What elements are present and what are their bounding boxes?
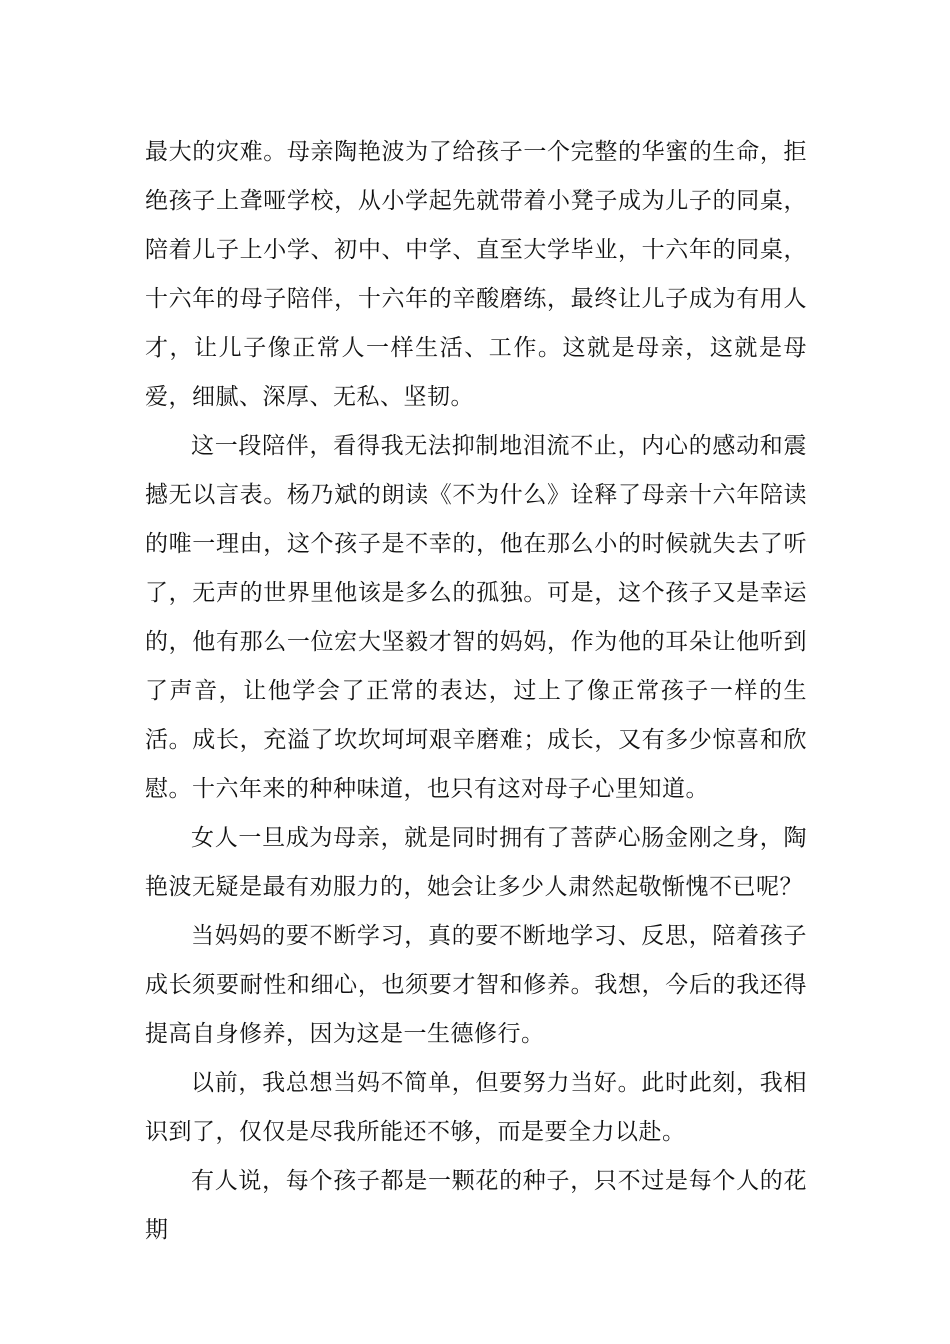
paragraph-continued: 最大的灾难。母亲陶艳波为了给孩子一个完整的华蜜的生命，拒绝孩子上聋哑学校，从小学起先就带着小凳子成为儿子的同桌，陪着儿子上小学、初中、中学、直至大学毕业，十六年的同桌，十六年的母子陪伴，十六年的辛酸磨练，最终让儿子成为有用人才，让儿子像正常人一样生活、工作。这就是母亲，这就是母爱，细腻、深厚、无私、坚韧。 xyxy=(145,139,807,410)
paragraph: 女人一旦成为母亲，就是同时拥有了菩萨心肠金刚之身，陶艳波无疑是最有劝服力的，她会让多少人肃然起敬惭愧不已呢？ xyxy=(145,825,807,900)
paragraph: 这一段陪伴，看得我无法抑制地泪流不止，内心的感动和震撼无以言表。杨乃斌的朗读《不为什么》诠释了母亲十六年陪读的唯一理由，这个孩子是不幸的，他在那么小的时候就失去了听了，无声的世界里他该是多么的孤独。可是，这个孩子又是幸运的，他有那么一位宏大坚毅才智的妈妈，作为他的耳朵让他听到了声音，让他学会了正常的表达，过上了像正常孩子一样的生活。成长，充溢了坎坎坷坷艰辛磨难；成长，又有多少惊喜和欣慰。十六年来的种种味道，也只有这对母子心里知道。 xyxy=(145,433,807,802)
paragraph: 当妈妈的要不断学习，真的要不断地学习、反思，陪着孩子成长须要耐性和细心，也须要才智和修养。我想，今后的我还得提高自身修养，因为这是一生德修行。 xyxy=(145,923,807,1047)
paragraph: 以前，我总想当妈不简单，但要努力当好。此时此刻，我相识到了，仅仅是尽我所能还不够，而是要全力以赴。 xyxy=(145,1070,807,1145)
paragraph-truncated: 有人说，每个孩子都是一颗花的种子，只不过是每个人的花期 xyxy=(145,1168,807,1243)
document-page xyxy=(145,128,807,1255)
